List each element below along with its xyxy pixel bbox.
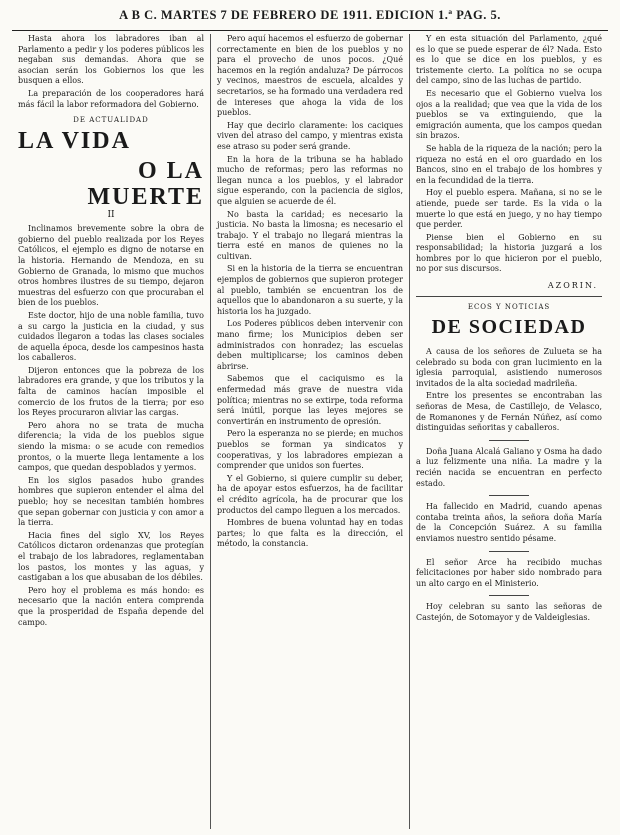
article-part-number: II [107,210,115,221]
section-divider [416,296,602,297]
article-paragraph: Se habla de la riqueza de la nación; pero la riqueza no está en el oro guardado en los Bancos, sino en el trabajo de los hombres y en la fecundidad de la tierra. [416,143,602,185]
article-paragraph: Pero la esperanza no se pierde; en muchos pueblos se forman ya sindicatos y cooperativas, y los labradores empiezan a comprender que unidos son fuertes. [217,429,403,471]
article-paragraph: Los Poderes públicos deben intervenir con mano firme; los Municipios deben ser administrados con honradez; las escuelas deben multiplicarse; los caminos deben abrirse. [217,319,403,371]
society-paragraph: Entre los presentes se encontraban las señoras de Mesa, de Castillejo, de Velasco, de Romanones y de Fernán Núñez, así como distinguidas señoritas y caballeros. [416,391,602,433]
society-paragraph: Ha fallecido en Madrid, cuando apenas contaba treinta años, la señora doña María de la Concepción Suárez. A su familia enviamos nuestro sentido pésame. [416,502,602,543]
intro-paragraph: Hasta ahora los labradores iban al Parlamento a pedir y los poderes públicos les negaban sus demandas. Ahora que se asocian serán los Gobiernos los que les busquen a ellos. [18,34,204,86]
article-signature: AZORIN. [547,281,598,291]
header-text: A B C. MARTES 7 DE FEBRERO DE 1911. EDICION 1.ª PAG. 5. [119,7,501,22]
article-title-line2: O LA MUERTE [87,158,204,211]
article-paragraph: Piense bien el Gobierno en su responsabilidad; la historia juzgará a los hombres por lo que hicieron por el pueblo, no por sus discursos. [416,232,602,274]
article-paragraph: Dijeron entonces que la pobreza de los labradores era grande, y que los tributos y la falta de caminos hacían imposible el comercio de los frutos de la tierra; por eso los Reyes procuraron aliviar las cargas. [18,365,204,418]
short-divider [489,495,529,496]
article-paragraph: Si en la historia de la tierra se encuentran ejemplos de gobiernos que supieron proteger al pueblo, también se encuentran los de aquellos que lo abandonaron a su suerte, y la historia los ha juzgado. [217,264,403,316]
intro-paragraph: La preparación de los cooperadores hará más fácil la labor reformadora del Gobierno. [18,88,204,109]
article-paragraph: Inclinamos brevemente sobre la obra de gobierno del pueblo realizada por los Reyes Católicos, el ejemplo es digno de notarse en la historia. Hernando de Mendoza, en su Gobierno de Granada, lo mismo que muchos otros hombres ilustres de su tiempo, dejaron muestras del esfuerzo con que procuraban el bien de los pueblos. [18,224,204,308]
article-paragraph: Sabemos que el caciquismo es la enfermedad más grave de nuestra vida política; mientras no se extirpe, toda reforma será inútil, porque las leyes mejores se convertirán en instrumento de opresión. [217,374,403,426]
article-paragraph: Hoy el pueblo espera. Mañana, si no se le atiende, puede ser tarde. Es la vida o la muerte lo que está en juego, y no hay tiempo que perder. [416,188,602,230]
article-paragraph: En los siglos pasados hubo grandes hombres que supieron entender el alma del pueblo; hoy se necesitan también hombres que sepan gobernar con justicia y con amor a la tierra. [18,475,204,528]
article-paragraph: Pero ahora no se trata de mucha diferencia; la vida de los pueblos sigue siendo la misma: o se acude con remedios prontos, o la muerte llega lentamente a los campos, que quedan despoblados y yermos. [18,420,204,473]
society-paragraph: Hoy celebran su santo las señoras de Castejón, de Sotomayor y de Valdeiglesias. [416,602,602,622]
column-right [409,34,608,829]
column-middle [210,34,409,829]
article-title-line1: LA VIDA [18,128,131,155]
short-divider [489,440,529,441]
section-kicker: ECOS Y NOTICIAS [467,303,551,312]
article-byline: DE ACTUALIDAD [73,116,149,125]
article-paragraph: Pero aquí hacemos el esfuerzo de gobernar correctamente en bien de los pueblos y no para el provecho de unos pocos. ¿Qué hacemos en la región andaluza? De párrocos y vecinos, maestros de escuela, alcaldes y secretarios, se ha formado una verdadera red de intereses que ahoga la vida de los pueblos. [217,34,403,118]
article-paragraph: Hay que decirlo claramente: los caciques viven del atraso del campo, y mientras exista ese atraso su poder será grande. [217,120,403,151]
short-divider [489,551,529,552]
article-paragraph: En la hora de la tribuna se ha hablado mucho de reformas; pero las reformas no llegan nunca a los pueblos, y el labrador sigue esperando, con la paciencia de siglos, que alguien se acuerde de él. [217,154,403,206]
column-left [12,34,210,829]
article-paragraph: Y en esta situación del Parlamento, ¿qué es lo que se puede esperar de él? Nada. Esto es lo que se dice en los pueblos, y es tristemente cierto. La política no se ocupa del campo, sino de las luchas de partido. [416,34,602,86]
article-paragraph: Este doctor, hijo de una noble familia, tuvo a su cargo la justicia en la ciudad, y sus cuidados llegaron a todas las clases sociales de aquella época, desde los campesinos hasta los caballeros. [18,310,204,363]
columns [12,34,608,829]
article-paragraph: No basta la caridad; es necesario la justicia. No basta la limosna; es necesario el trabajo. Y el trabajo no llegará mientras la tierra esté en manos de quienes no la cultivan. [217,209,403,261]
article-paragraph: Hacia fines del siglo XV, los Reyes Católicos dictaron ordenanzas que protegían el trabajo de los labradores, reglamentaban los pastos, los montes y las aguas, y castigaban a los que abusaban de los débiles. [18,530,204,583]
society-paragraph: El señor Arce ha recibido muchas felicitaciones por haber sido nombrado para un alto cargo en el Ministerio. [416,557,602,588]
article-paragraph: Es necesario que el Gobierno vuelva los ojos a la realidad; que vea que la vida de los pueblos se va extinguiendo, que la emigración aumenta, que los campos quedan sin brazos. [416,88,602,141]
article-paragraph: Y el Gobierno, si quiere cumplir su deber, ha de apoyar estos esfuerzos, ha de facilitar el crédito agrícola, ha de procurar que los productos del campo lleguen a los mercados. [217,473,403,515]
section-title: DE SOCIEDAD [431,316,587,339]
page-header [12,0,608,31]
article-paragraph: Hombres de buena voluntad hay en todas partes; lo que falta es la dirección, el método, la constancia. [217,518,403,549]
short-divider [489,595,529,596]
society-paragraph: Doña Juana Alcalá Galiano y Osma ha dado a luz felizmente una niña. La madre y la recién nacida se encuentran en perfecto estado. [416,446,602,488]
article-paragraph: Pero hoy el problema es más hondo: es necesario que la nación entera comprenda que la prosperidad de España depende del campo. [18,585,204,627]
society-paragraph: A causa de los señores de Zulueta se ha celebrado su boda con gran lucimiento en la iglesia parroquial, asistiendo numerosos invitados de la alta sociedad madrileña. [416,347,602,388]
